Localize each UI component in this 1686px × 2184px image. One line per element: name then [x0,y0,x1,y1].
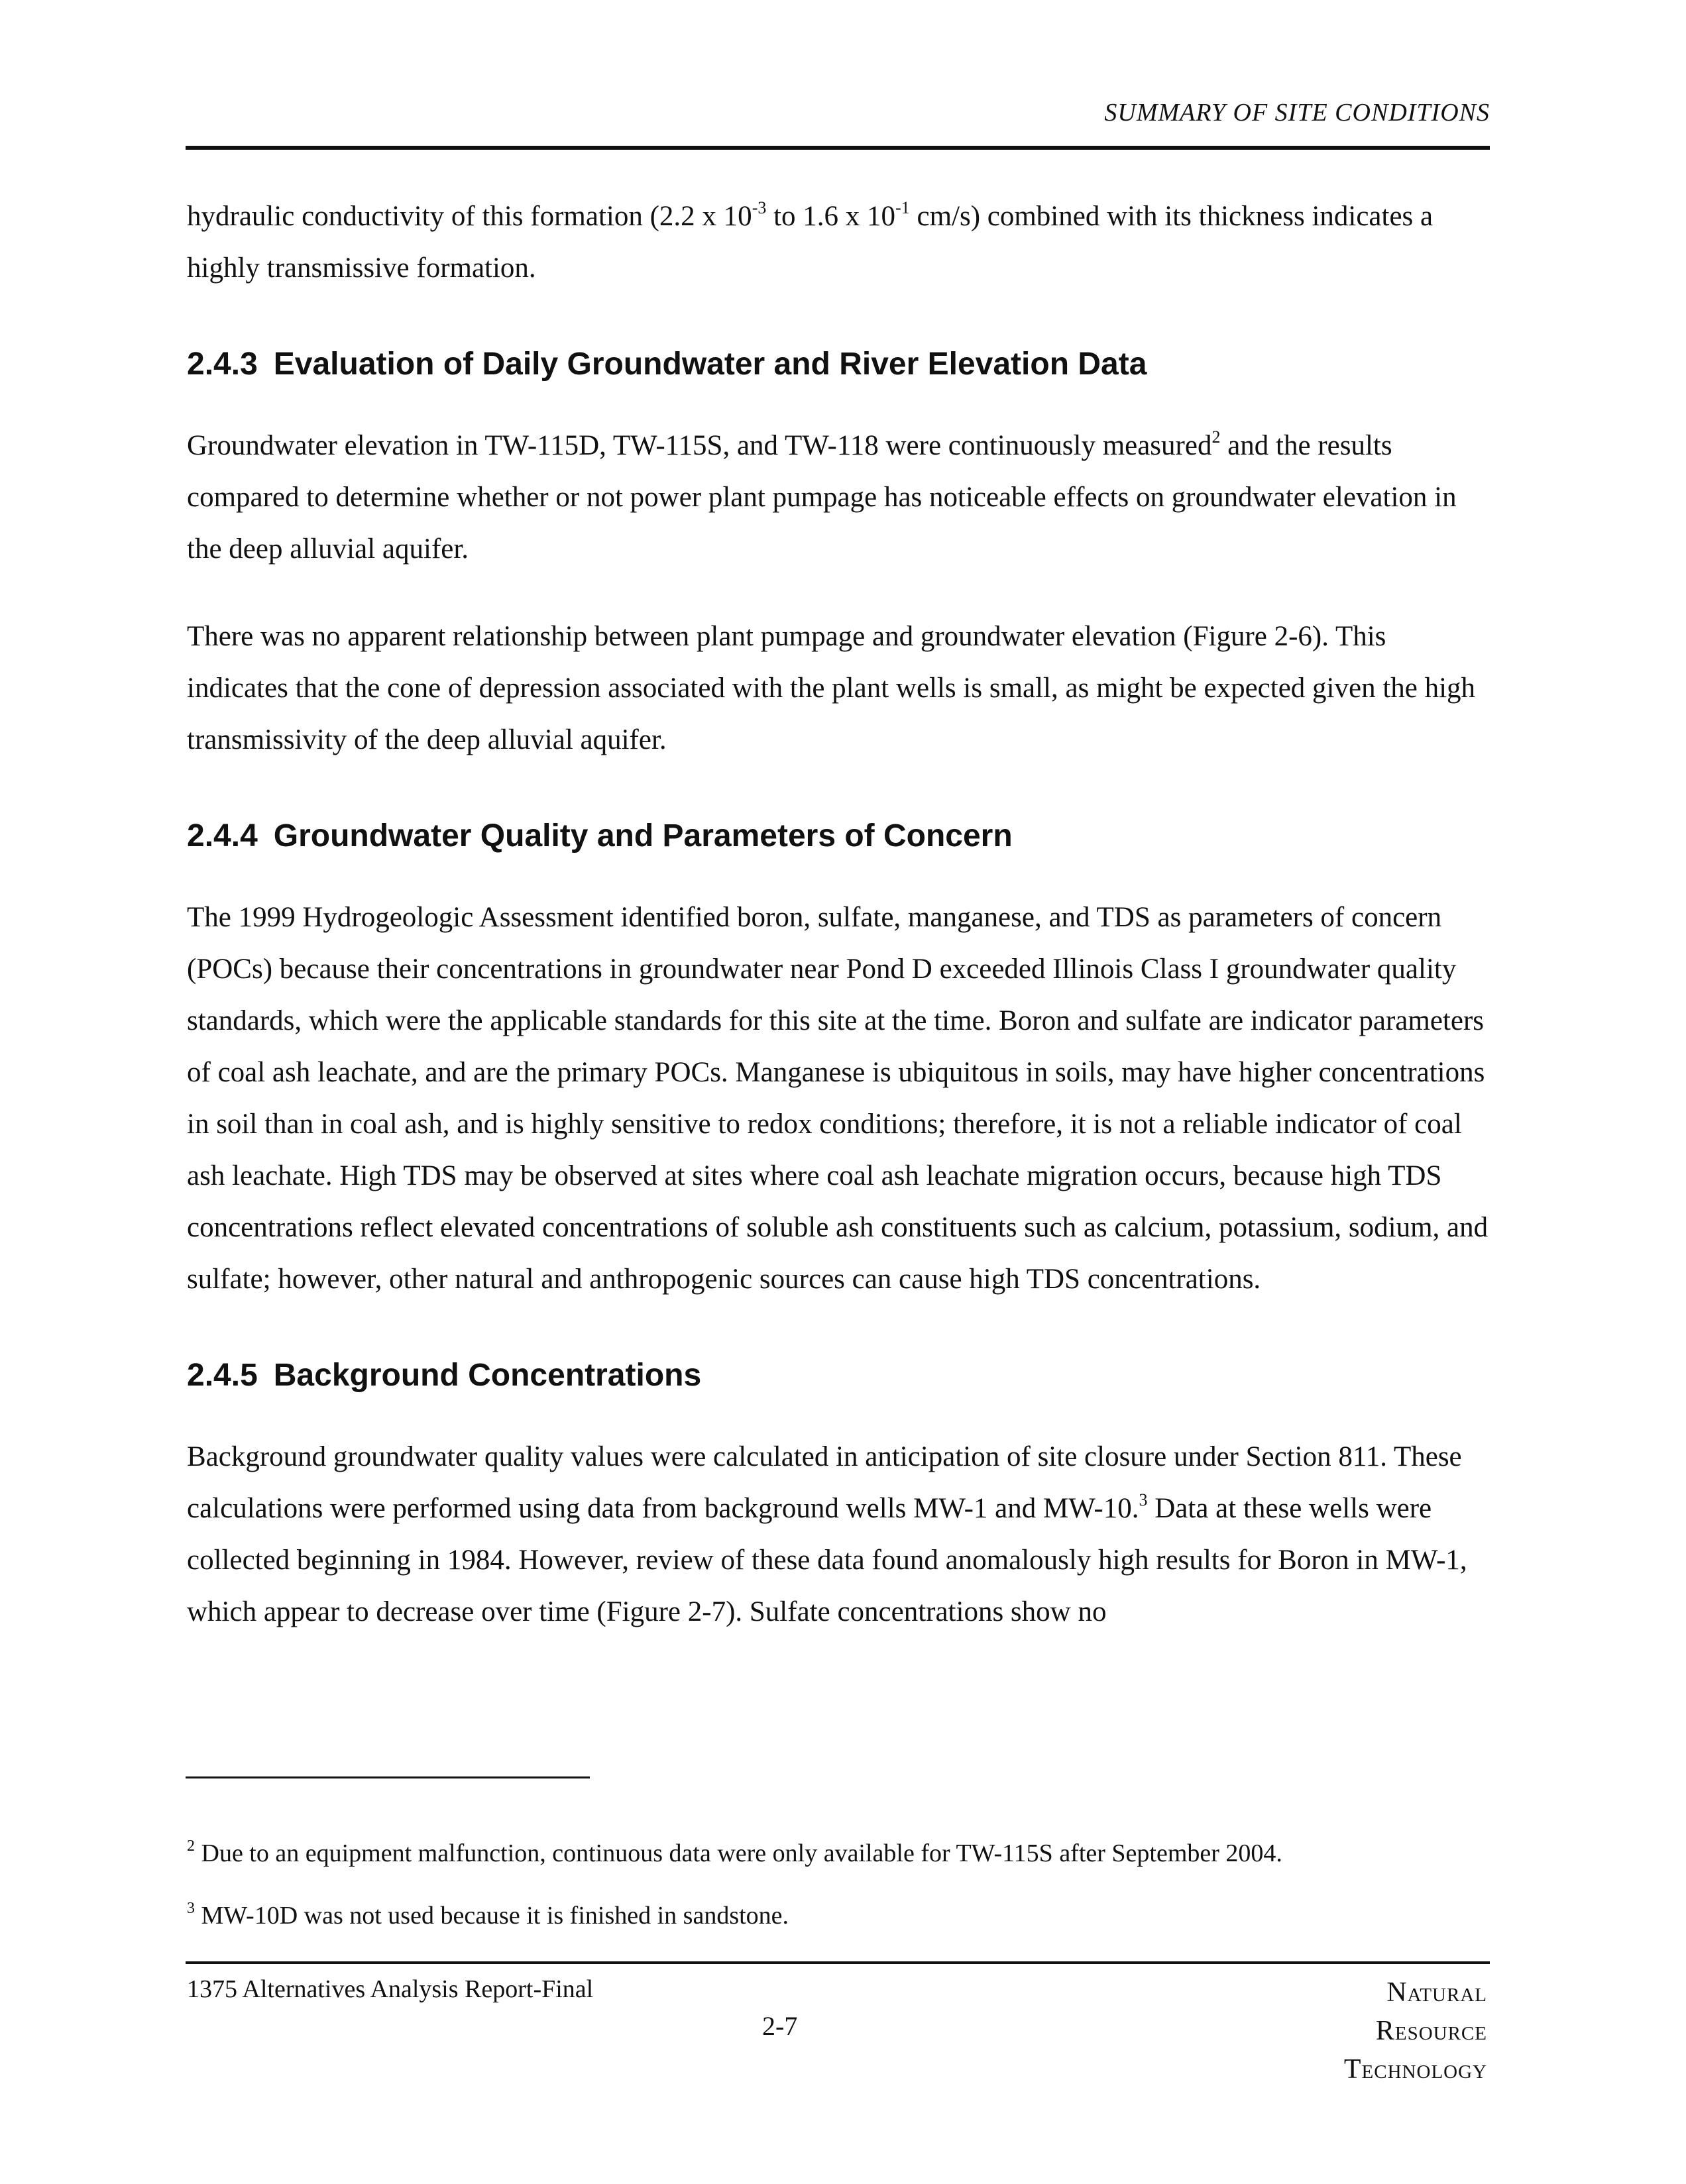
footnote-ref-3: 3 [1139,1490,1148,1509]
text-2-4-3-a1: Groundwater elevation in TW-115D, TW-115S, and TW-118 were continuously measured [187,430,1212,461]
paragraph-2-4-3-a [187,420,1492,575]
heading-2-4-5: 2.4.5 Background Concentrations [187,1358,702,1393]
text-2-4-5-a: Background groundwater quality values were calculated in anticipation of site closure under Section 811. These calculations were performed using data from background wells MW-1 and MW-10. [187,1441,1462,1524]
heading-2-4-4: 2.4.4 Groundwater Quality and Parameters of Concern [187,818,1013,853]
exponent-2: -1 [895,198,910,217]
footnote-number-3: 3 [187,1900,195,1917]
footnote-ref-2: 2 [1211,427,1221,447]
running-header: SUMMARY OF SITE CONDITIONS [1104,99,1490,127]
company-name-line-1: Natural [1386,1977,1487,2008]
exponent-1: -3 [752,198,767,217]
footnote-number-2: 2 [187,1837,195,1855]
company-name [1344,1973,1487,2089]
paragraph-2-4-3-b: There was no apparent relationship between plant pumpage and groundwater elevation (Figure 2-6). This indicates that the cone of depression associated with the plant wells is small, as might be expected given the high transmissivity of the deep alluvial aquifer. [187,621,1476,755]
report-name: 1375 Alternatives Analysis Report-Final [187,1975,594,2003]
footer-rule [186,1961,1490,1964]
footnote-2 [187,1837,1492,1870]
page-body [187,174,1492,1638]
intro-text-c: cm/s) combined with its thickness indicates a highly transmissive formation. [187,201,1433,284]
paragraph-2-4-4: The 1999 Hydrogeologic Assessment identified boron, sulfate, manganese, and TDS as parameters of concern (POCs) because their concentrations in groundwater near Pond D exceeded Illinois Class I groundwater quality standards, which were the applicable standards for this site at the time. Boron and sulfate are indicator parameters of coal ash leachate, and are the primary POCs. Manganese is ubiquitous in soils, may have higher concentrations in soil than in coal ash, and is highly sensitive to redox conditions; therefore, it is not a reliable indicator of coal ash leachate. High TDS may be observed at sites where coal ash leachate migration occurs, because high TDS concentrations reflect elevated concentrations of soluble ash constituents such as calcium, potassium, sodium, and sulfate; however, other natural and anthropogenic sources can cause high TDS concentrations. [187,902,1489,1295]
intro-paragraph [187,191,1492,294]
intro-text-b: to 1.6 x 10 [766,201,896,232]
company-name-line-3: Technology [1343,2054,1487,2085]
footnote-text-2: Due to an equipment malfunction, continuous data were only available for TW-115S after September 2004. [195,1839,1282,1867]
footnote-3 [187,1899,1492,1932]
text-2-4-3-a2: and the results compared to determine whether or not power plant pumpage has noticeable effects on groundwater elevation in the deep alluvial aquifer. [187,430,1457,565]
page-number: 2-7 [762,2011,798,2041]
footnote-text-3: MW-10D was not used because it is finished in sandstone. [195,1902,789,1930]
intro-text-a: hydraulic conductivity of this formation (2.2 x 10 [187,201,752,232]
footnote-separator [186,1776,590,1778]
text-2-4-5-b: Data at these wells were collected beginning in 1984. However, review of these data found anomalously high results for Boron in MW-1, which appear to decrease over time (Figure 2-7). Sulfate concentrations show no [187,1493,1467,1627]
paragraph-2-4-5 [187,1431,1492,1638]
heading-2-4-3: 2.4.3 Evaluation of Daily Groundwater and River Elevation Data [187,347,1147,382]
header-rule [186,146,1490,150]
company-name-line-2: Resource [1375,2016,1487,2046]
